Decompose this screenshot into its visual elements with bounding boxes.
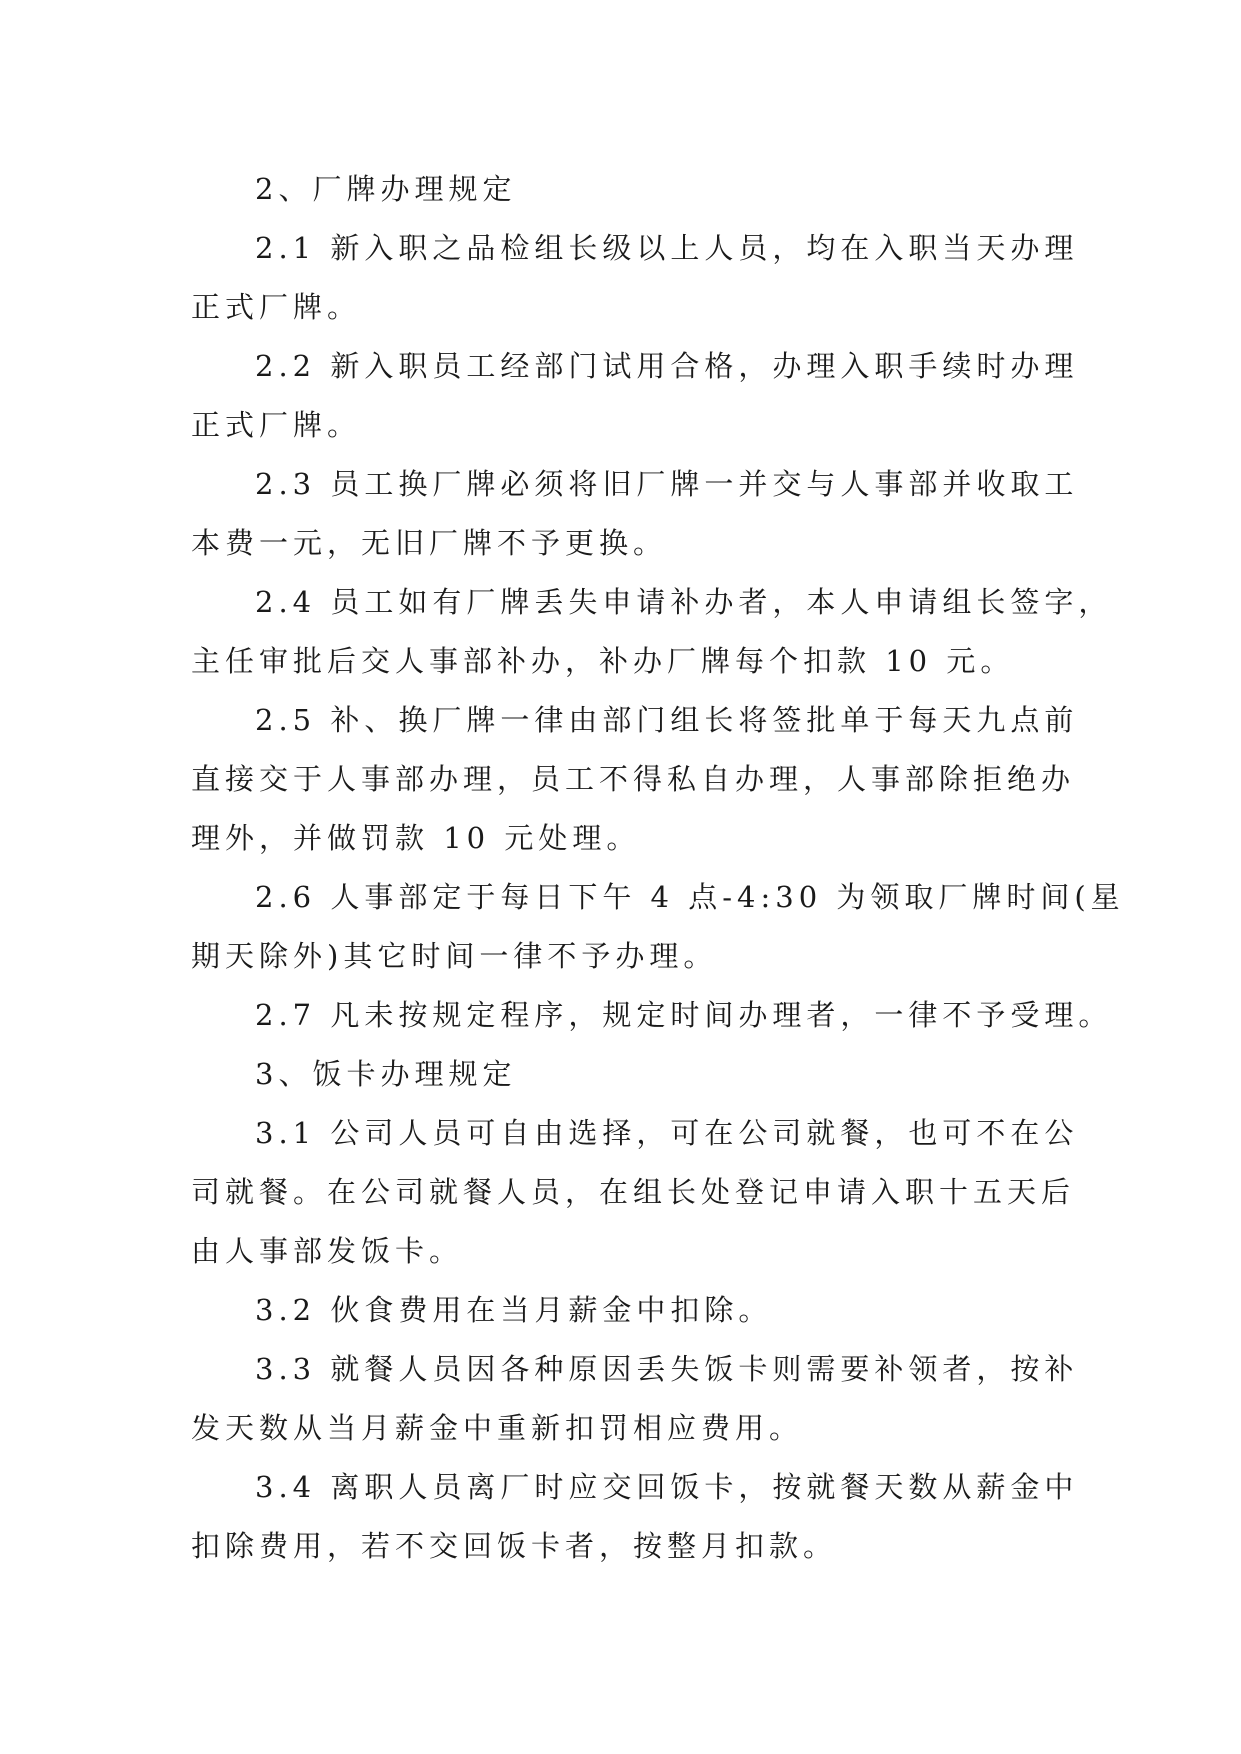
rule-3-4	[191, 1458, 1079, 1576]
text-line: 3.3 就餐人员因各种原因丢失饭卡则需要补领者，按补	[255, 1352, 1079, 1386]
text-line: 3.2 伙食费用在当月薪金中扣除。	[255, 1293, 773, 1327]
text-line: 2.4 员工如有厂牌丢失申请补办者，本人申请组长签字，	[255, 585, 1113, 619]
text-line: 发天数从当月薪金中重新扣罚相应费用。	[191, 1411, 804, 1445]
text-line: 2.6 人事部定于每日下午 4 点-4:30 为领取厂牌时间(星	[255, 880, 1125, 914]
text-line: 正式厂牌。	[191, 408, 362, 442]
rule-2-6	[191, 868, 1125, 986]
text-line: 3、饭卡办理规定	[255, 1057, 517, 1091]
text-line: 主任审批后交人事部补办，补办厂牌每个扣款 10 元。	[191, 644, 1015, 678]
text-line: 司就餐。在公司就餐人员，在组长处登记申请入职十五天后	[191, 1175, 1076, 1209]
text-line: 本费一元，无旧厂牌不予更换。	[191, 526, 668, 560]
rule-2-5	[191, 691, 1079, 868]
text-line: 由人事部发饭卡。	[191, 1234, 464, 1268]
rule-2-2	[191, 337, 1079, 455]
text-line: 期天除外)其它时间一律不予办理。	[191, 939, 718, 973]
text-line: 2、厂牌办理规定	[255, 172, 517, 206]
rule-2-3	[191, 455, 1079, 573]
text-line: 2.3 员工换厂牌必须将旧厂牌一并交与人事部并收取工	[255, 467, 1079, 501]
rule-3-2	[191, 1281, 1071, 1340]
rule-2-7	[191, 986, 1113, 1045]
text-line: 3.4 离职人员离厂时应交回饭卡，按就餐天数从薪金中	[255, 1470, 1079, 1504]
rule-3-3	[191, 1340, 1079, 1458]
text-line: 2.2 新入职员工经部门试用合格，办理入职手续时办理	[255, 349, 1079, 383]
section-heading-badge-rules	[191, 160, 1071, 219]
text-line: 扣除费用，若不交回饭卡者，按整月扣款。	[191, 1529, 838, 1563]
rule-3-1	[191, 1104, 1079, 1281]
text-line: 2.5 补、换厂牌一律由部门组长将签批单于每天九点前	[255, 703, 1079, 737]
text-line: 3.1 公司人员可自由选择，可在公司就餐，也可不在公	[255, 1116, 1079, 1150]
rule-2-4	[191, 573, 1113, 691]
text-line: 2.7 凡未按规定程序，规定时间办理者，一律不予受理。	[255, 998, 1113, 1032]
section-heading-meal-card-rules	[191, 1045, 1071, 1104]
text-line: 正式厂牌。	[191, 290, 362, 324]
text-line: 理外，并做罚款 10 元处理。	[191, 821, 641, 855]
document-body	[191, 160, 1125, 1576]
rule-2-1	[191, 219, 1079, 337]
text-line: 2.1 新入职之品检组长级以上人员，均在入职当天办理	[255, 231, 1079, 265]
text-line: 直接交于人事部办理，员工不得私自办理，人事部除拒绝办	[191, 762, 1076, 796]
